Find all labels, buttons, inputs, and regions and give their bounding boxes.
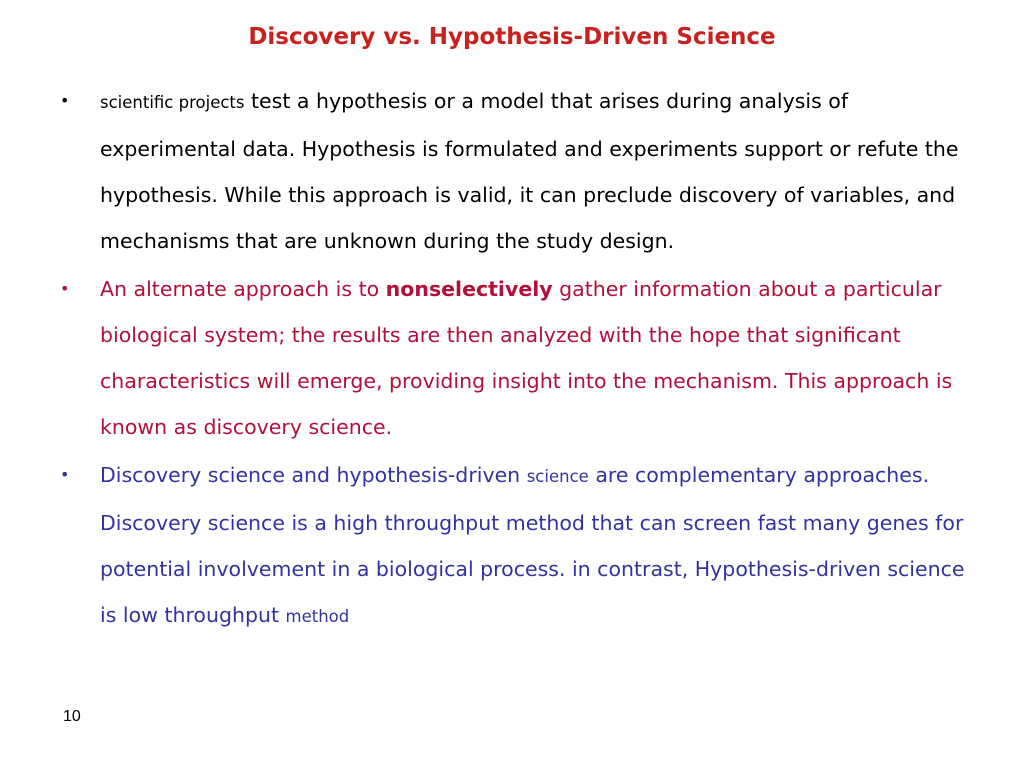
bullet-emphasis: nonselectively — [385, 277, 553, 301]
bullet-text-mid: are complementary approaches. Discovery science is a high throughput method that can screen fast many genes for potential involvement in a biological process. in contrast, Hypothesis-driven science is low throughput — [100, 463, 965, 627]
bullet-small-word-end: method — [285, 607, 350, 626]
bullet-icon: • — [60, 91, 70, 110]
bullet-icon: • — [60, 279, 70, 298]
bullet-text-post: gather information about a particular biological system; the results are then analyzed with the hope that significant characteristics will emerge, providing insight into the mechanism. This approach is known as discovery science. — [100, 277, 953, 439]
bullet-lead-text: scientific projects — [100, 93, 245, 112]
bullet-text-pre: An alternate approach is to — [100, 277, 386, 301]
bullet-list — [60, 78, 980, 642]
bullet-text-pre: Discovery science and hypothesis-driven — [100, 463, 527, 487]
bullet-item-alternate-approach — [60, 266, 980, 450]
bullet-text: test a hypothesis or a model that arises during analysis of experimental data. Hypothesis is formulated and experiments support or refute the hypothesis. While this approach is valid, it can preclude discovery of variables, and mechanisms that are unknown during the study design. — [100, 89, 959, 253]
bullet-item-hypothesis — [60, 78, 980, 264]
bullet-item-complementary — [60, 452, 980, 640]
bullet-small-word: science — [526, 467, 589, 486]
bullet-icon: • — [60, 465, 70, 484]
page-number: 10 — [63, 708, 81, 725]
slide-title: Discovery vs. Hypothesis-Driven Science — [248, 24, 776, 50]
